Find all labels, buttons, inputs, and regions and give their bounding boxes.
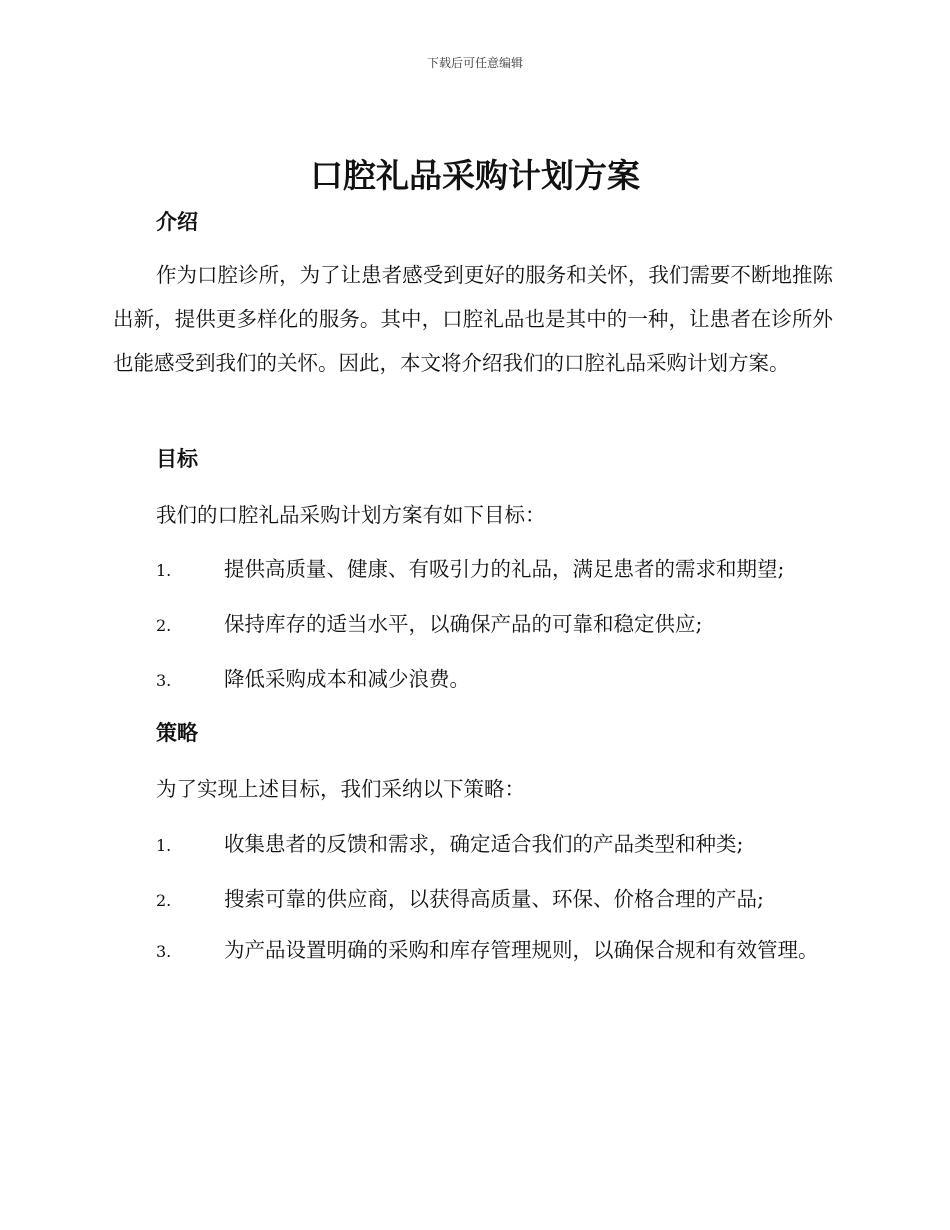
list-number: 1. xyxy=(156,836,172,855)
list-text: 保持库存的适当水平，以确保产品的可靠和稳定供应; xyxy=(224,612,703,636)
list-number: 2. xyxy=(156,891,172,910)
section-heading-goals: 目标 xyxy=(156,447,198,471)
list-number: 1. xyxy=(156,561,172,580)
goals-list-item xyxy=(156,662,470,692)
list-text: 搜索可靠的供应商，以获得高质量、环保、价格合理的产品; xyxy=(224,887,764,911)
section-heading-intro: 介绍 xyxy=(156,210,198,234)
strategy-list-item xyxy=(156,882,764,912)
strategy-list-item xyxy=(156,827,743,857)
strategy-lead: 为了实现上述目标，我们采纳以下策略： xyxy=(156,777,525,801)
list-text: 降低采购成本和减少浪费。 xyxy=(224,667,470,691)
goals-list-item xyxy=(156,607,702,637)
list-number: 3. xyxy=(156,942,172,961)
list-text: 收集患者的反馈和需求，确定适合我们的产品类型和种类; xyxy=(224,832,744,856)
goals-list-item xyxy=(156,552,784,582)
goals-lead: 我们的口腔礼品采购计划方案有如下目标： xyxy=(156,503,546,527)
document-title: 口腔礼品采购计划方案 xyxy=(310,156,640,195)
section-heading-strategy: 策略 xyxy=(156,721,198,745)
list-number: 3. xyxy=(156,671,172,690)
list-number: 2. xyxy=(156,616,172,635)
list-text: 提供高质量、健康、有吸引力的礼品，满足患者的需求和期望; xyxy=(224,557,785,581)
intro-paragraph: 作为口腔诊所，为了让患者感受到更好的服务和关怀，我们需要不断地推陈出新，提供更多样化的服务。其中，口腔礼品也是其中的一种，让患者在诊所外也能感受到我们的关怀。因此，本文将介绍我们的口腔礼品采购计划方案。 xyxy=(113,263,833,375)
header-note: 下载后可任意编辑 xyxy=(426,56,523,70)
list-text: 为产品设置明确的采购和库存管理规则，以确保合规和有效管理。 xyxy=(224,938,819,962)
strategy-list-item xyxy=(113,929,833,973)
